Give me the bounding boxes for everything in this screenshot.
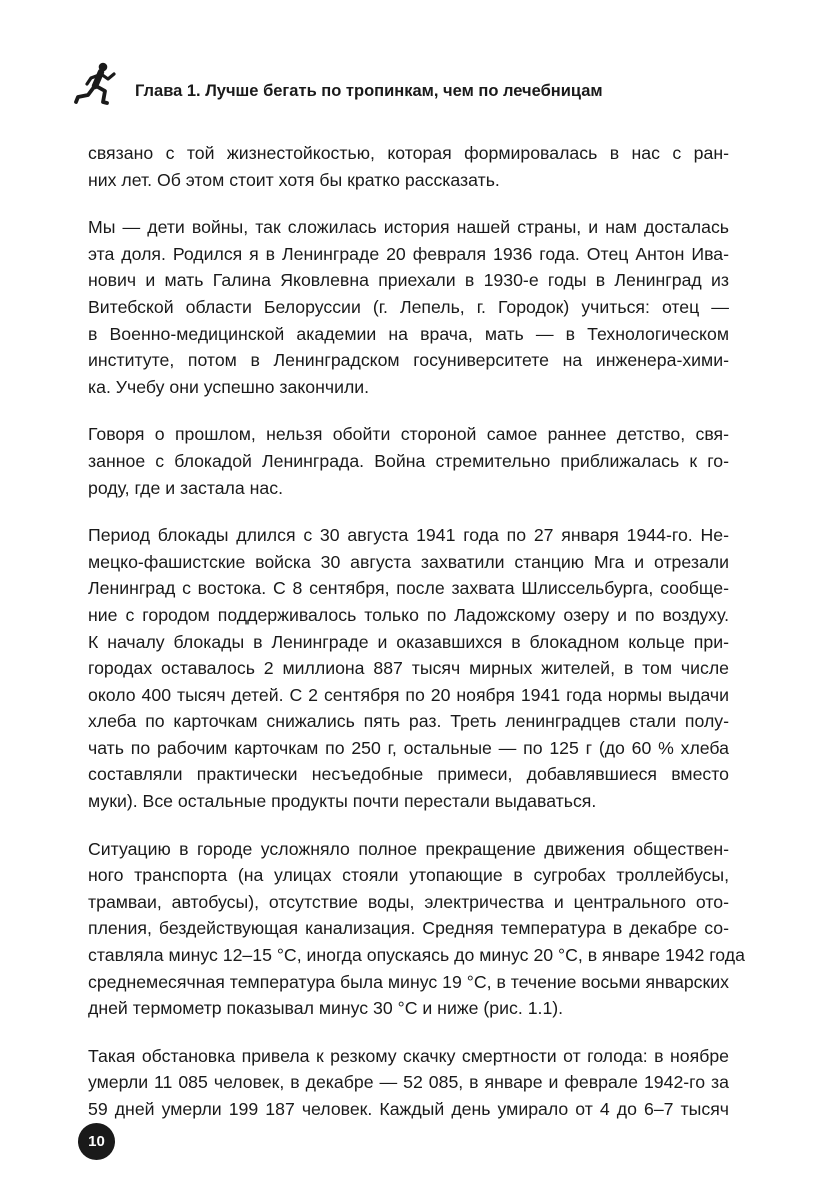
text-line: пления, бездействующая канализация. Средняя температура в декабре со- xyxy=(88,918,729,939)
text-line: ние с городом поддерживалось только по Ладожскому озеру и по воздуху. xyxy=(88,604,729,625)
paragraph xyxy=(88,421,729,501)
text-line: около 400 тысяч детей. С 2 сентября по 20 ноября 1941 года нормы выдачи xyxy=(88,684,729,705)
body-text xyxy=(88,140,745,1144)
paragraph xyxy=(88,836,745,1022)
text-line: К началу блокады в Ленинграде и оказавшихся в блокадном кольце при- xyxy=(88,631,729,652)
text-line: дней термометр показывал минус 30 °С и ниже (рис. 1.1). xyxy=(88,998,564,1019)
text-line: 59 дней умерли 199 187 человек. Каждый день умирало от 4 до 6–7 тысяч xyxy=(88,1099,729,1119)
text-line: ного транспорта (на улицах стояли утопающие в сугробах троллейбусы, xyxy=(88,865,729,886)
text-line: институте, потом в Ленинградском госуниверситете на инженера-хими- xyxy=(88,350,729,371)
text-line: умерли 11 085 человек, в декабре — 52 085, в январе и феврале 1942-го за xyxy=(88,1072,729,1093)
text-line: Мы — дети войны, так сложилась история нашей страны, и нам досталась xyxy=(88,217,729,238)
text-line: Витебской области Белоруссии (г. Лепель, г. Городок) учиться: отец — xyxy=(88,296,729,317)
runner-icon xyxy=(74,62,124,108)
paragraph xyxy=(88,522,729,815)
text-line: нович и мать Галина Яковлевна приехали в 1930-е годы в Ленинград из xyxy=(88,270,729,291)
text-line: Говоря о прошлом, нельзя обойти стороной самое раннее детство, свя- xyxy=(88,424,729,445)
text-line: в Военно-медицинской академии на врача, мать — в Технологическом xyxy=(88,323,729,344)
text-line: чать по рабочим карточкам по 250 г, остальные — по 125 г (до 60 % хлеба xyxy=(88,737,729,758)
paragraph xyxy=(88,214,729,400)
text-line: городах оставалось 2 миллиона 887 тысяч мирных жителей, в том числе xyxy=(88,658,729,679)
text-line: ка. Учебу они успешно закончили. xyxy=(88,376,370,397)
text-line: Такая обстановка привела к резкому скачку смертности от голода: в ноябре xyxy=(88,1045,729,1066)
text-line: Ленинград с востока. С 8 сентября, после захвата Шлиссельбурга, сообще- xyxy=(88,578,729,599)
text-line: эта доля. Родился я в Ленинграде 20 февраля 1936 года. Отец Антон Ива- xyxy=(88,243,729,264)
text-line: связано с той жизнестойкостью, которая формировалась в нас с ран- xyxy=(88,143,729,163)
text-line: муки). Все остальные продукты почти перестали выдаваться. xyxy=(88,791,597,812)
page-header xyxy=(74,62,754,112)
text-line: Период блокады длился с 30 августа 1941 года по 27 января 1944-го. Не- xyxy=(88,525,729,546)
chapter-title: Глава 1. Лучше бегать по тропинкам, чем по лечебницам xyxy=(135,82,603,100)
text-line: хлеба по карточкам снижались пять раз. Треть ленинградцев стали полу- xyxy=(88,711,729,732)
text-line: роду, где и застала нас. xyxy=(88,477,283,498)
text-line: Ситуацию в городе усложняло полное прекращение движения обществен- xyxy=(88,838,729,859)
paragraph xyxy=(88,140,729,193)
text-line: ставляла минус 12–15 °С, иногда опускаясь до минус 20 °С, в январе 1942 года xyxy=(88,945,745,966)
text-line: занное с блокадой Ленинграда. Война стремительно приближалась к го- xyxy=(88,450,729,471)
text-line: мецко-фашистские войска 30 августа захватили станцию Мга и отрезали xyxy=(88,551,729,572)
text-line: составляли практически несъедобные примеси, добавлявшиеся вместо xyxy=(88,764,729,785)
paragraph xyxy=(88,1043,729,1123)
text-line: них лет. Об этом стоит хотя бы кратко рассказать. xyxy=(88,169,500,190)
page-number-badge: 10 xyxy=(78,1123,115,1160)
text-line: среднемесячная температура была минус 19 °С, в течение восьми январских xyxy=(88,971,729,992)
text-line: трамваи, автобусы), отсутствие воды, электричества и центрального ото- xyxy=(88,891,729,912)
